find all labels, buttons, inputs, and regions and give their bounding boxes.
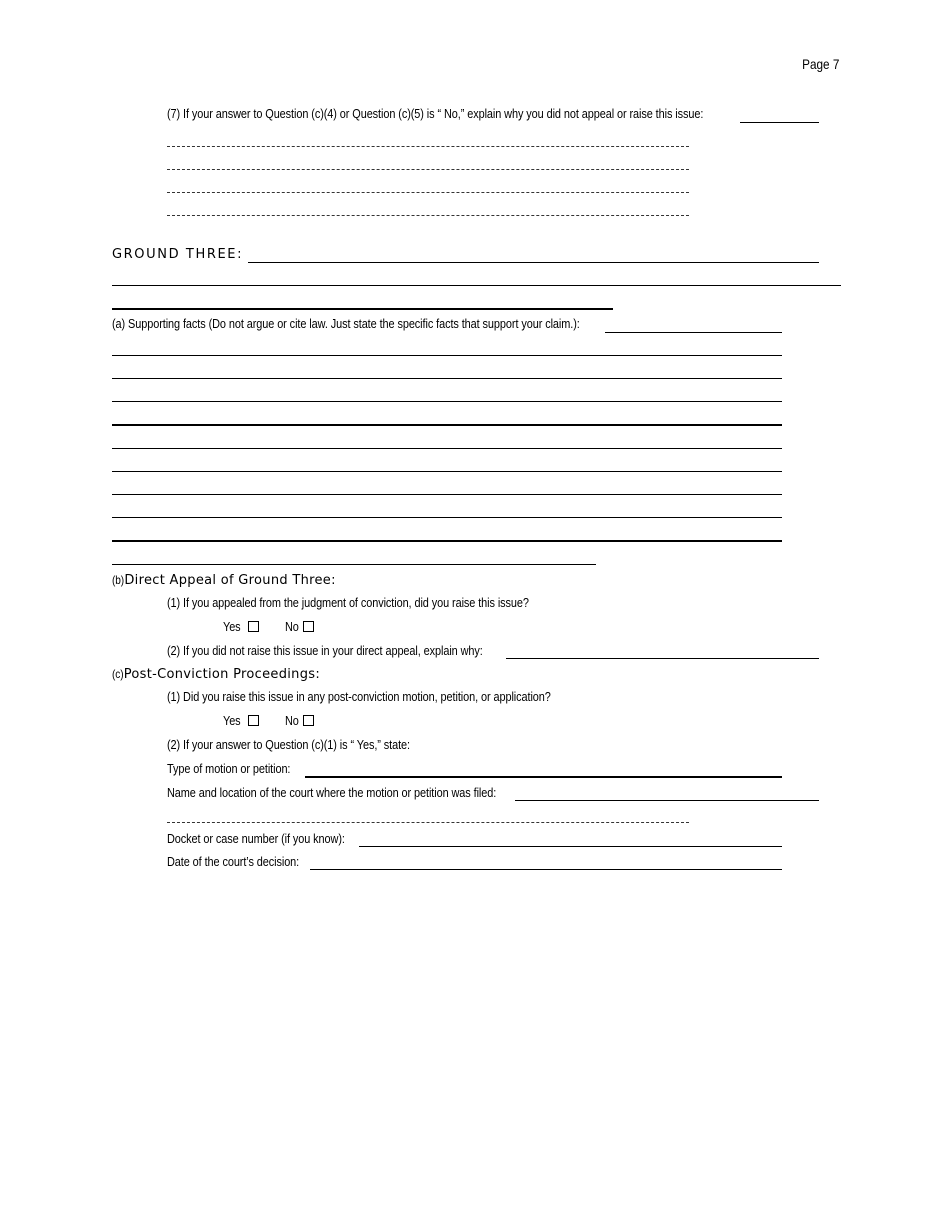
court-name-location-line-2[interactable] (167, 822, 689, 823)
supporting-facts-blank[interactable] (605, 332, 782, 333)
post-conviction-q1: (1) Did you raise this issue in any post-conviction motion, petition, or application? (167, 689, 551, 704)
q7-answer-blank[interactable] (740, 122, 819, 123)
direct-appeal-q2-blank[interactable] (506, 658, 819, 659)
docket-number-label: Docket or case number (if you know): (167, 831, 345, 846)
court-name-location-label: Name and location of the court where the motion or petition was filed: (167, 785, 497, 800)
page-number: Page 7 (801, 56, 839, 72)
supporting-facts-line[interactable] (112, 401, 782, 402)
supporting-facts-line[interactable] (112, 494, 782, 495)
supporting-facts-line[interactable] (112, 517, 782, 518)
post-conviction-no-option[interactable] (285, 712, 314, 730)
no-label: No (285, 713, 299, 728)
supporting-facts-line[interactable] (112, 424, 782, 426)
q7-answer-line-2[interactable] (167, 169, 689, 170)
yes-label: Yes (223, 619, 241, 634)
court-name-location-blank[interactable] (515, 800, 819, 801)
supporting-facts-label: (a) Supporting facts (Do not argue or cite law. Just state the specific facts that support your claim.): (112, 316, 580, 331)
direct-appeal-heading: Direct Appeal of Ground Three: (124, 573, 336, 588)
supporting-facts-line[interactable] (112, 355, 782, 356)
direct-appeal-prefix: (b) (112, 573, 125, 587)
q7-label: (7) If your answer to Question (c)(4) or Question (c)(5) is “ No,” explain why you did not appeal or raise this issue: (167, 106, 704, 121)
q7-answer-line-3[interactable] (167, 192, 689, 193)
supporting-facts-line[interactable] (112, 448, 782, 449)
ground-three-line-2[interactable] (112, 285, 841, 286)
yes-checkbox[interactable] (248, 715, 259, 726)
direct-appeal-no-option[interactable] (285, 618, 314, 636)
post-conviction-prefix: (c) (112, 667, 124, 681)
direct-appeal-yes-option[interactable] (223, 618, 259, 636)
yes-checkbox[interactable] (248, 621, 259, 632)
supporting-facts-line[interactable] (112, 564, 596, 565)
no-checkbox[interactable] (303, 715, 314, 726)
no-label: No (285, 619, 299, 634)
post-conviction-heading-row (112, 665, 320, 683)
direct-appeal-heading-row (112, 571, 336, 589)
ground-three-line-3[interactable] (112, 308, 613, 310)
motion-type-blank[interactable] (305, 776, 782, 778)
supporting-facts-line[interactable] (112, 378, 782, 379)
post-conviction-q2: (2) If your answer to Question (c)(1) is “ Yes,” state: (167, 737, 410, 752)
post-conviction-heading: Post-Conviction Proceedings: (123, 667, 321, 682)
decision-date-blank[interactable] (310, 869, 782, 870)
ground-three-title: GROUND THREE: (112, 247, 244, 262)
q7-answer-line-1[interactable] (167, 146, 689, 147)
q7-answer-line-4[interactable] (167, 215, 689, 216)
direct-appeal-q1: (1) If you appealed from the judgment of conviction, did you raise this issue? (167, 595, 529, 610)
motion-type-label: Type of motion or petition: (167, 761, 291, 776)
supporting-facts-line[interactable] (112, 540, 782, 542)
supporting-facts-line[interactable] (112, 471, 782, 472)
decision-date-label: Date of the court’s decision: (167, 854, 300, 869)
post-conviction-yes-option[interactable] (223, 712, 259, 730)
direct-appeal-q2: (2) If you did not raise this issue in your direct appeal, explain why: (167, 643, 483, 658)
yes-label: Yes (223, 713, 241, 728)
ground-three-blank[interactable] (248, 262, 819, 263)
docket-number-blank[interactable] (359, 846, 782, 847)
no-checkbox[interactable] (303, 621, 314, 632)
